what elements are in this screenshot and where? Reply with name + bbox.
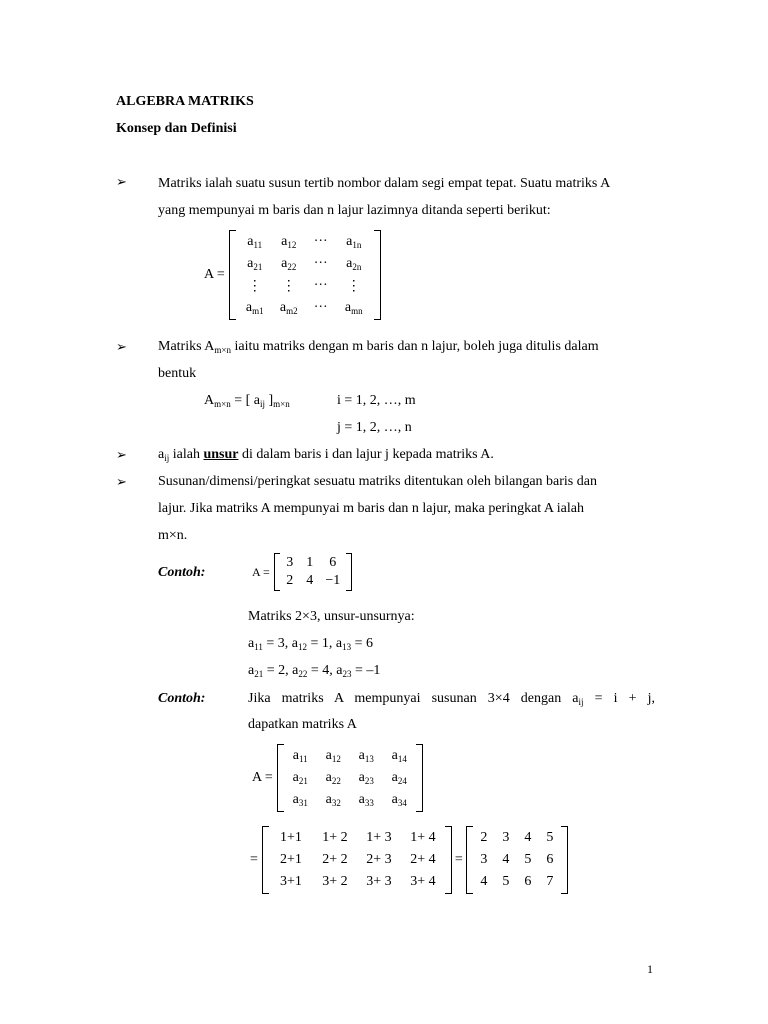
matrix-element: 4	[306, 573, 314, 588]
matrix-element: $a_{33}$	[358, 792, 374, 808]
right-bracket	[561, 826, 568, 894]
right-bracket	[416, 744, 423, 812]
bullet4-line3: m×n.	[158, 528, 188, 543]
matrix-label: A =	[252, 564, 270, 579]
matrix-element: $a_{34}$	[391, 792, 407, 808]
matrix-element: $a_{13}$	[358, 748, 374, 764]
equals-sign: =	[250, 852, 258, 867]
left-bracket	[466, 826, 473, 894]
matrix-element: 4	[502, 852, 510, 867]
matrix-element: ···	[313, 256, 328, 271]
bullet4-line1: Susunan/dimensi/peringkat sesuatu matriks ditentukan oleh bilangan baris dan	[158, 474, 597, 489]
matrix-element: 3	[480, 852, 488, 867]
matrix-label: A =	[204, 267, 225, 282]
example1-values-row2: $a_{21} = 2$, $a_{22} = 4$, $a_{23} = -1$	[248, 663, 381, 679]
matrix-element: 2+ 4	[410, 852, 436, 867]
bullet2-line1: Matriks $A_{m\times n}$ iaitu matriks dengan m baris dan n lajur, boleh juga ditulis dalam	[158, 339, 599, 355]
page-title: ALGEBRA MATRIKS	[116, 94, 254, 109]
matrix-element: 2+ 3	[366, 852, 392, 867]
right-bracket	[445, 826, 452, 894]
example1-cells	[280, 554, 346, 590]
matrix-label: A =	[252, 770, 273, 785]
matrix-element: $a_{31}$	[292, 792, 308, 808]
bullet4-line2: lajur. Jika matriks A mempunyai m baris dan n lajur, maka peringkat A ialah	[158, 501, 584, 516]
matrix-element: $a_{14}$	[391, 748, 407, 764]
matrix-element: $a_{m1}$	[245, 300, 264, 316]
left-bracket	[277, 744, 284, 812]
matrix-element: 3+ 4	[410, 874, 436, 889]
example2-sum-matrix	[250, 826, 568, 894]
emphasis-unsur: unsur	[203, 447, 239, 462]
matrix-element: ···	[313, 300, 328, 315]
bullet-arrow-icon: ➢	[116, 475, 127, 490]
matrix-element: ⋮	[281, 278, 296, 294]
bullet1-text	[158, 170, 655, 224]
left-bracket	[229, 230, 236, 320]
matrix-element: ⋮	[247, 278, 262, 294]
matrix-element: 6	[524, 874, 532, 889]
matrix-element: $a_{m2}$	[279, 300, 298, 316]
matrix-element: 3	[286, 555, 294, 570]
matrix-element: 5	[502, 874, 510, 889]
bullet1-line1: Matriks ialah suatu susun tertib nombor dalam segi empat tepat. Suatu matriks A	[158, 176, 611, 191]
bullet2-line2: bentuk	[158, 366, 197, 381]
matrix-element: $a_{mn}$	[344, 300, 363, 316]
matrix-element: 1	[306, 555, 314, 570]
matrix-element: $a_{2n}$	[346, 256, 362, 272]
matrix-element: ···	[313, 278, 328, 293]
example2-text-line2: dapatkan matriks A	[248, 717, 357, 732]
matrix-element: $a_{12}$	[281, 234, 297, 250]
example2-a-cells	[284, 745, 416, 811]
matrix-element: $a_{1n}$	[346, 234, 362, 250]
section-heading: Konsep dan Definisi	[116, 121, 237, 136]
bullet4-text	[158, 468, 655, 549]
matrix-element: $a_{32}$	[325, 792, 341, 808]
example1-label: Contoh:	[158, 565, 206, 580]
equals-sign: =	[454, 852, 463, 867]
matrix-element: $a_{11}$	[292, 748, 308, 764]
right-bracket	[374, 230, 381, 320]
matrix-a-cells	[236, 231, 374, 319]
matrix-element: 5	[524, 852, 532, 867]
left-bracket	[262, 826, 269, 894]
example2-text-line1: Jika matriks A mempunyai susunan 3×4 dengan $a_{ij} = i + j$,	[248, 691, 655, 707]
matrix-element: 4	[524, 830, 532, 845]
matrix-element: 2+ 2	[322, 852, 348, 867]
matrix-element: 6	[329, 555, 337, 570]
formula-amn: $A_{m\times n}$ = [ $a_{ij}$ ]$_{m\times n}$	[204, 393, 290, 409]
sum-cells	[269, 827, 445, 893]
matrix-element: $a_{11}$	[247, 234, 263, 250]
bullet-arrow-icon: ➢	[116, 340, 127, 355]
matrix-element: $a_{12}$	[325, 748, 341, 764]
bullet1-line2: yang mempunyai m baris dan n lajur lazimnya ditanda seperti berikut:	[158, 203, 551, 218]
matrix-element: $a_{22}$	[325, 770, 341, 786]
matrix-element: 3+ 2	[322, 874, 348, 889]
bullet-arrow-icon: ➢	[116, 175, 127, 190]
page-number: 1	[647, 962, 653, 976]
matrix-element: $a_{21}$	[292, 770, 308, 786]
matrix-element: 1+ 4	[410, 830, 436, 845]
bullet-arrow-icon: ➢	[116, 448, 127, 463]
matrix-element: −1	[325, 573, 341, 588]
right-bracket	[346, 553, 352, 591]
matrix-element: 6	[546, 852, 554, 867]
example2-matrix-a	[252, 744, 423, 812]
matrix-element: 3+ 3	[366, 874, 392, 889]
matrix-element: $a_{24}$	[391, 770, 407, 786]
result-cells	[473, 827, 561, 893]
i-range: i = 1, 2, …, m	[337, 393, 416, 408]
matrix-element: 5	[546, 830, 554, 845]
matrix-element: 3	[502, 830, 510, 845]
matrix-element: 4	[480, 874, 488, 889]
matrix-element: $a_{23}$	[358, 770, 374, 786]
matrix-element: $a_{21}$	[247, 256, 263, 272]
matrix-element: 7	[546, 874, 554, 889]
matrix-element: 1+ 2	[322, 830, 348, 845]
bullet3-text: $a_{ij}$ ialah unsur di dalam baris i dan lajur j kepada matriks A.	[158, 447, 494, 463]
matrix-element: 3+1	[279, 874, 302, 889]
example1-matrix	[252, 553, 352, 591]
matrix-element: $a_{22}$	[281, 256, 297, 272]
matrix-element: ···	[313, 234, 328, 249]
bullet2-text	[158, 333, 655, 387]
matrix-element: 2	[286, 573, 294, 588]
example1-values-row1: $a_{11} = 3$, $a_{12} = 1$, $a_{13} = 6$	[248, 636, 374, 652]
example1-desc: Matriks 2×3, unsur-unsurnya:	[248, 609, 415, 624]
matrix-element: 1+1	[279, 830, 302, 845]
example2-label: Contoh:	[158, 691, 206, 706]
j-range: j = 1, 2, …, n	[337, 420, 412, 435]
matrix-element: ⋮	[346, 278, 361, 294]
matrix-a-general	[204, 230, 381, 320]
matrix-element: 2+1	[279, 852, 302, 867]
matrix-element: 1+ 3	[366, 830, 392, 845]
matrix-element: 2	[480, 830, 488, 845]
